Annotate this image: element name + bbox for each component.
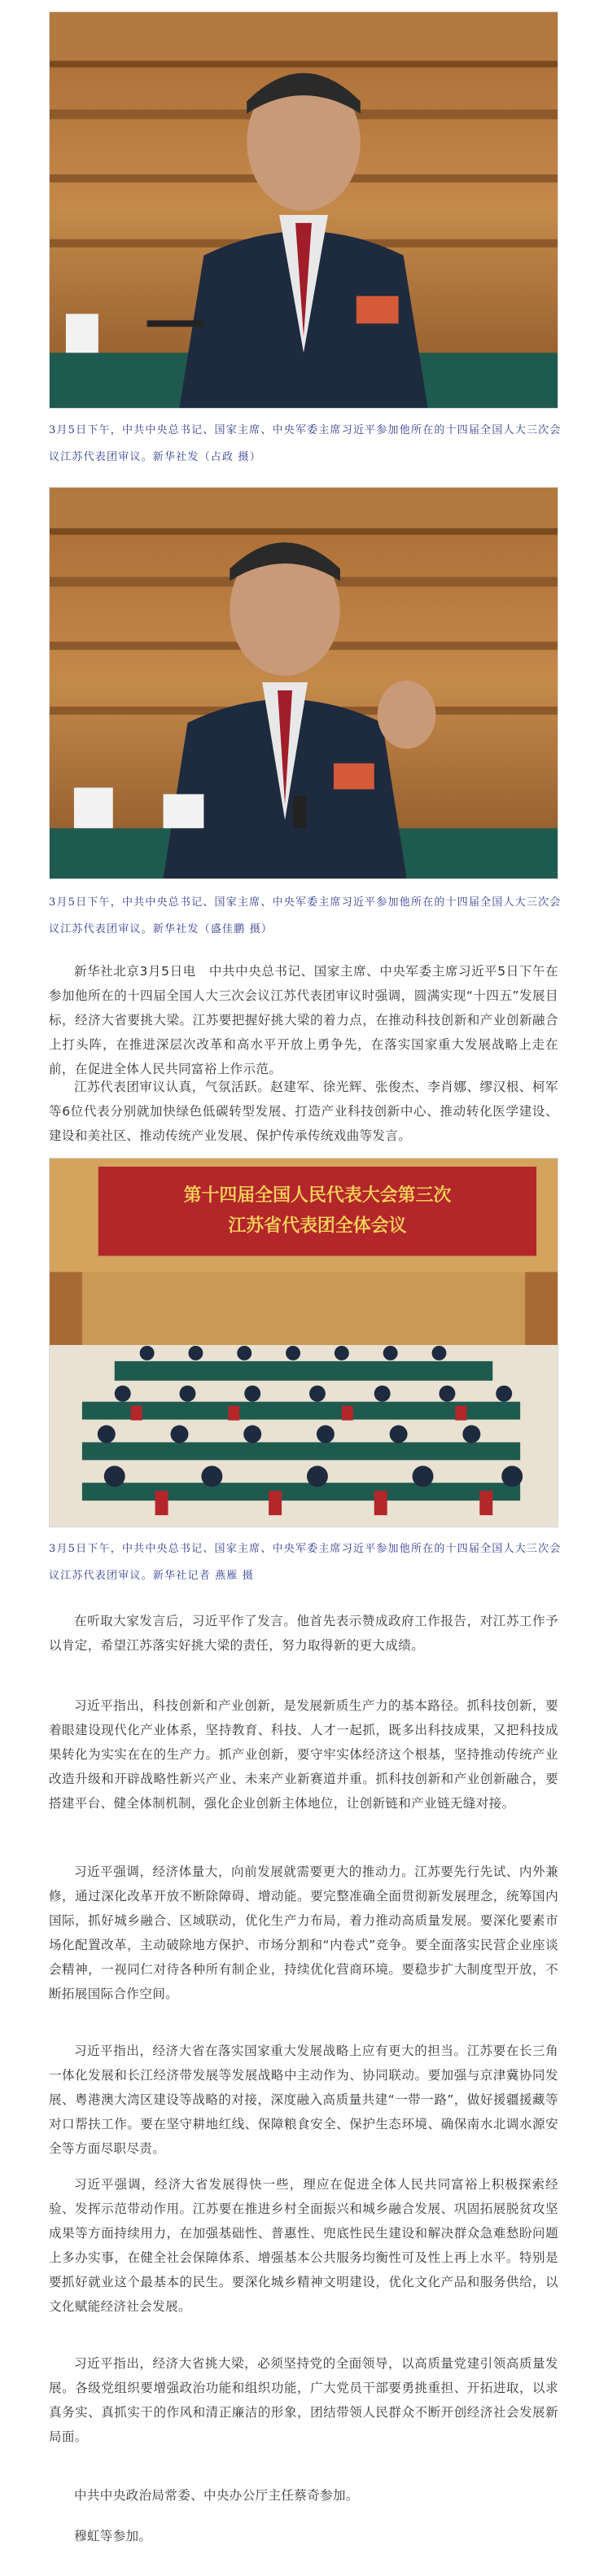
paragraph-text: 习近平强调，经济大省发展得快一些，理应在促进全体人民共同富裕上积极探索经验、发挥示范带动作用。江苏要在推进乡村全面振兴和城乡融合发展、巩固拓展脱贫攻坚成果等方面持续用力，在加强基础性、普惠性、兜底性民生建设和解决群众急难愁盼问题上多办实事，在健全社会保障体系、增强基本公共服务均衡性可及性上再上水平。特别是要抓好就业这个最基本的民生。要深化城乡精神文明建设，优化文化产品和服务供给，以文化赋能经济社会发展。 [49,2177,558,2314]
article-paragraph [49,1860,558,2006]
article-paragraph [49,1075,558,1148]
paragraph-text: 习近平强调，经济体量大，向前发展就需要更大的推动力。江苏要先行先试、内外兼修，通过深化改革开放不断除障碍、增动能。要完整准确全面贯彻新发展理念，统筹国内国际，抓好城乡融合、区域联动，优化生产力布局，着力推动高质量发展。要深化要素市场化配置改革，主动破除地方保护、市场分割和“内卷式”竞争。要全面落实民营企业座谈会精神，一视同仁对待各种所有制企业，持续优化营商环境。要稳步扩大制度型开放，不断拓展国际合作空间。 [49,1864,558,2001]
article-paragraph [49,2039,558,2161]
photo-caption-2: 3月5日下午，中共中央总书记、国家主席、中央军委主席习近平参加他所在的十四届全国人大三次会议江苏代表团审议。新华社发（盛佳鹏 摄） [49,896,562,935]
article-paragraph [49,1609,558,1658]
paragraph-text: 江苏代表团审议认真，气氛活跃。赵建军、徐光辉、张俊杰、李肖娜、缪汉根、柯军等6位代表分别就加快绿色低碳转型发展、打造产业科技创新中心、推动转化医学建设、建设和美社区、推动传统产业发展、保护传承传统戏曲等发言。 [49,1080,558,1143]
banner-line-1: 第十四届全国人民代表大会第三次 [183,1185,452,1206]
paragraph-text: 穆虹等参加。 [74,2529,152,2543]
article-paragraph [49,2172,558,2319]
banner-line-2: 江苏省代表团全体会议 [228,1216,407,1237]
article-paragraph [49,2483,558,2508]
paragraph-text: 习近平指出，经济大省挑大梁，必须坚持党的全面领导，以高质量党建引领高质量发展。各级党组织要增强政治功能和组织功能，广大党员干部要勇挑重担、开拓进取，以求真务实、真抓实干的作风和清正廉洁的形象，团结带领人民群众不断开创经济社会发展新局面。 [49,2356,558,2444]
photo-1 [49,11,558,409]
meeting-hall-photo-icon [50,1159,558,1527]
paragraph-text: 在听取大家发言后，习近平作了发言。他首先表示赞成政府工作报告，对江苏工作予以肯定，希望江苏落实好挑大梁的责任，努力取得新的更大成绩。 [49,1614,558,1653]
photo-caption-3: 3月5日下午，中共中央总书记、国家主席、中央军委主席习近平参加他所在的十四届全国人大三次会议江苏代表团审议。新华社记者 燕雁 摄 [49,1543,562,1582]
portrait-photo-icon [50,12,558,408]
photo-2 [49,487,558,879]
article-paragraph [49,959,558,1081]
article-paragraph [49,2351,558,2449]
paragraph-text: 习近平指出，科技创新和产业创新，是发展新质生产力的基本路径。抓科技创新，要着眼建设现代化产业体系，坚持教育、科技、人才一起抓，既多出科技成果，又把科技成果转化为实实在在的生产力。抓产业创新，要守牢实体经济这个根基，坚持推动传统产业改造升级和开辟战略性新兴产业、未来产业新赛道并重。抓科技创新和产业创新融合，要搭建平台、健全体制机制，强化企业创新主体地位，让创新链和产业链无缝对接。 [49,1698,558,1811]
paragraph-text: 中共中央政治局常委、中央办公厅主任蔡奇参加。 [74,2488,359,2503]
article-paragraph [49,2524,558,2548]
portrait-photo-icon [50,488,558,878]
photo-caption-1: 3月5日下午，中共中央总书记、国家主席、中央军委主席习近平参加他所在的十四届全国人大三次会议江苏代表团审议。新华社发（占政 摄） [49,424,562,463]
article-paragraph [49,1693,558,1816]
paragraph-text: 习近平指出，经济大省在落实国家重大发展战略上应有更大的担当。江苏要在长三角一体化发展和长江经济带发展等发展战略中主动作为、协同联动。要加强与京津冀协同发展、粤港澳大湾区建设等战略的对接，深度融入高质量共建“一带一路”，做好援疆援藏等对口帮扶工作。要在坚守耕地红线、保障粮食安全、保护生态环境、确保南水北调水源安全等方面尽职尽责。 [49,2044,558,2156]
photo-3 [49,1158,558,1527]
paragraph-text: 新华社北京3月5日电 中共中央总书记、国家主席、中央军委主席习近平5日下午在参加他所在的十四届全国人大三次会议江苏代表团审议时强调，圆满实现“十四五”发展目标，经济大省要挑大梁。江苏要把握好挑大梁的着力点，在推动科技创新和产业创新融合上打头阵，在推进深层次改革和高水平开放上勇争先，在落实国家重大发展战略上走在前，在促进全体人民共同富裕上作示范。 [49,964,558,1076]
